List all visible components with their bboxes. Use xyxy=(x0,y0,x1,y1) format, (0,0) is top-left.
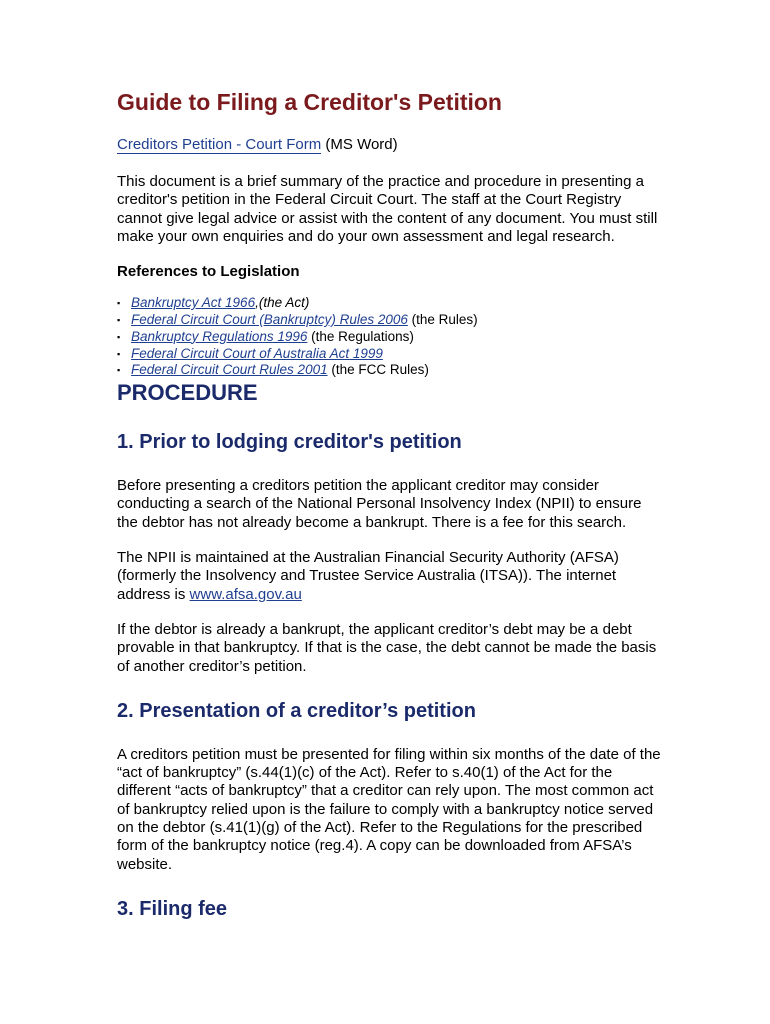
references-list xyxy=(117,295,662,379)
section-1-paragraph-3: If the debtor is already a bankrupt, the applicant creditor’s debt may be a debt provable in that bankruptcy. If that is the case, the debt cannot be made the basis of another creditor’s petition. xyxy=(117,620,657,675)
intro-paragraph: This document is a brief summary of the practice and procedure in presenting a creditor's petition in the Federal Circuit Court. The staff at the Court Registry cannot give legal advice or assist with the content of any document. You must still make your own enquiries and do your own assessment and legal research. xyxy=(117,173,658,245)
section-2-paragraph-1: A creditors petition must be presented for filing within six months of the date of the “act of bankruptcy” (s.44(1)(c) of the Act). Refer to s.40(1) of the Act for the different “acts of bankruptcy” that a creditor can rely upon. The most common act of bankruptcy relied upon is the failure to comply with a bankruptcy notice served on the debtor (s.41(1)(g) of the Act). Refer to the Regulations for the prescribed form of the bankruptcy notice (reg.4). A copy can be downloaded from AFSA’s website. xyxy=(117,745,661,873)
document-content xyxy=(117,88,662,944)
reference-note: ,(the Act) xyxy=(255,295,310,311)
bullet-icon: ▪ xyxy=(117,314,121,325)
list-item xyxy=(117,362,662,379)
section-1-paragraph-2 xyxy=(117,549,662,604)
bullet-icon: ▪ xyxy=(117,298,121,309)
list-item xyxy=(117,295,662,312)
afsa-website-link[interactable]: www.afsa.gov.au xyxy=(189,585,302,603)
court-form-line xyxy=(117,136,662,154)
reference-link-fcc-rules[interactable]: Federal Circuit Court Rules 2001 xyxy=(131,362,328,378)
reference-note: (the Regulations) xyxy=(307,328,414,344)
reference-link-bankruptcy-regulations[interactable]: Bankruptcy Regulations 1996 xyxy=(131,328,308,344)
bullet-icon: ▪ xyxy=(117,331,121,342)
reference-link-bankruptcy-act[interactable]: Bankruptcy Act 1966 xyxy=(131,295,256,311)
page-title: Guide to Filing a Creditor's Petition xyxy=(117,89,502,115)
references-heading: References to Legislation xyxy=(117,263,300,281)
bullet-icon: ▪ xyxy=(117,348,121,359)
reference-note: (the Rules) xyxy=(407,311,478,327)
list-item xyxy=(117,312,662,329)
npii-text: The NPII is maintained at the Australian Financial Security Authority (AFSA) (formerly the Insolvency and Trustee Service Australia (ITSA)). The internet address is xyxy=(117,549,619,603)
section-2-heading: 2. Presentation of a creditor’s petition xyxy=(117,699,476,722)
section-1-paragraph-1: Before presenting a creditors petition the applicant creditor may consider conducting a search of the National Personal Insolvency Index (NPII) to ensure the debtor has not already become a bankrupt. There is a fee for this search. xyxy=(117,477,642,531)
list-item xyxy=(117,329,662,346)
list-item xyxy=(117,346,662,363)
bullet-icon: ▪ xyxy=(117,365,121,376)
procedure-heading: PROCEDURE xyxy=(117,380,258,406)
reference-link-bankruptcy-rules[interactable]: Federal Circuit Court (Bankruptcy) Rules 2006 xyxy=(131,311,408,327)
court-form-link[interactable]: Creditors Petition - Court Form xyxy=(117,136,322,153)
court-form-format: (MS Word) xyxy=(321,136,398,153)
reference-link-fcc-act[interactable]: Federal Circuit Court of Australia Act 1999 xyxy=(131,345,383,361)
section-1-heading: 1. Prior to lodging creditor's petition xyxy=(117,431,462,454)
section-3-heading: 3. Filing fee xyxy=(117,897,228,920)
reference-note: (the FCC Rules) xyxy=(327,362,429,378)
